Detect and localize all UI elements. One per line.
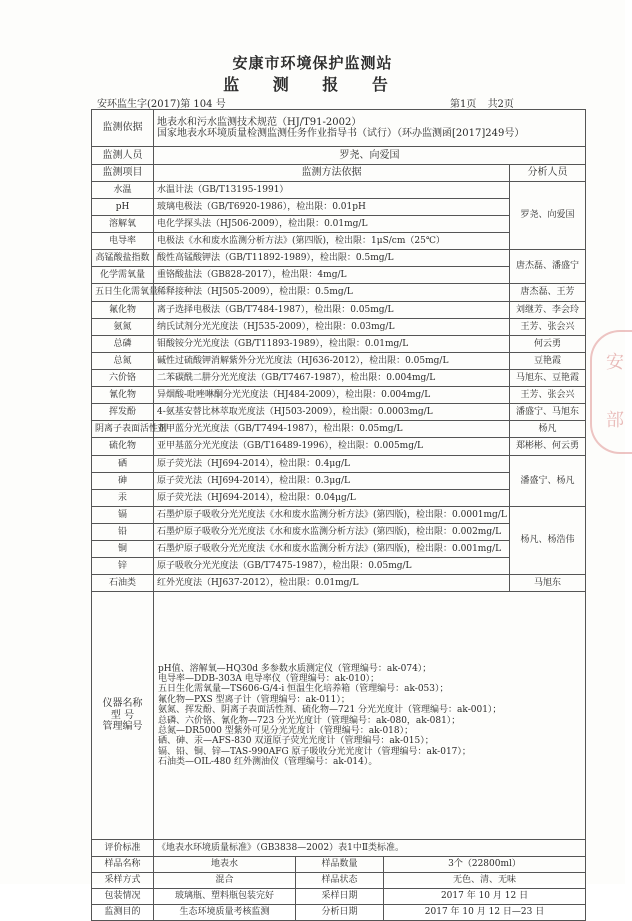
row-method: 红外光度法（HJ637-2012），检出限：0.01mg/L (154, 575, 510, 592)
row-item: 氟化物 (92, 302, 154, 319)
method-row (92, 319, 586, 336)
row-item: 硫化物 (92, 438, 154, 456)
row-item: 五日生化需氧量 (92, 284, 154, 302)
sample-row (92, 889, 586, 905)
method-row (92, 507, 586, 524)
method-row (92, 438, 586, 456)
row-method: 石墨炉原子吸收分光光度法《水和废水监测分析方法》(第四版)，检出限：0.0001mg/L (154, 507, 510, 524)
instrument-line: 氨氮、挥发酚、阴离子表面活性剂、硫化物—721 分光光度计（管理编号：ak-001）； (158, 705, 502, 716)
method-row (92, 421, 586, 438)
page-indicator (450, 95, 514, 110)
col-header-method: 监测方法依据 (154, 165, 510, 182)
sample-field-value: 2017 年 10 月 12 日—23 日 (384, 905, 586, 921)
row-method: 碱性过硫酸钾消解紫外分光光度法（HJ636-2012），检出限：0.05mg/L (154, 353, 510, 370)
row-analyst: 豆艳霞 (510, 353, 586, 370)
sample-row (92, 873, 586, 889)
sample-field-label: 分析日期 (296, 905, 384, 921)
sample-field-label: 包装情况 (92, 889, 154, 905)
report-title: 监 测 报 告 (223, 75, 402, 94)
instrument-line: 电导率—DDB-303A 电导率仪（管理编号：ak-010）； (158, 674, 380, 685)
sample-row (92, 857, 586, 873)
basis-value (154, 110, 586, 147)
row-method: 石墨炉原子吸收分光光度法《水和废水监测分析方法》(第四版)，检出限：0.002mg/L (154, 524, 510, 541)
basis-label: 监测依据 (92, 110, 154, 147)
row-analyst: 王芳、张会兴 (510, 319, 586, 336)
row-analyst: 罗尧、向爱国 (510, 182, 586, 250)
method-row (92, 575, 586, 592)
instrument-list (154, 592, 586, 840)
sample-field-value: 生态环境质量考核监测 (154, 905, 296, 921)
sample-field-value: 3个（22800ml） (384, 857, 586, 873)
seal-stamp: 安 部 (590, 330, 632, 454)
row-item: 铅 (92, 524, 154, 541)
method-row (92, 336, 586, 353)
sample-field-value: 混合 (154, 873, 296, 889)
page-count: 共2页 (487, 99, 514, 110)
row-analyst: 潘盛宁、杨凡 (510, 456, 586, 507)
staff-label: 监测人员 (92, 147, 154, 165)
instrument-line: 总磷、六价铬、氰化物—723 分光光度计（管理编号：ak-080，ak-081）； (158, 715, 461, 726)
row-analyst: 王芳、张会兴 (510, 387, 586, 404)
method-row (92, 353, 586, 370)
row-analyst: 刘继芳、李会玲 (510, 302, 586, 319)
sample-row (92, 905, 586, 921)
instrument-line: 石油类—OIL-480 红外测油仪（管理编号：ak-014）。 (158, 756, 378, 767)
row-item: 氰化物 (92, 387, 154, 404)
page-number: 第1页 (450, 99, 477, 110)
col-header-item: 监测项目 (92, 165, 154, 182)
row-item: 总磷 (92, 336, 154, 353)
basis-line: 地表水和污水监测技术规范（HJ/T91-2002） (157, 116, 362, 128)
instrument-label-line: 型 号 (110, 709, 135, 721)
row-analyst: 马旭东、豆艳霞 (510, 370, 586, 387)
row-analyst: 杨凡、杨浩伟 (510, 507, 586, 575)
instrument-line: 氟化物—PXS 型离子计（管理编号：ak-011）； (158, 694, 350, 705)
row-item: 阴离子表面活性剂 (92, 421, 154, 438)
row-analyst: 唐杰磊、潘盛宁 (510, 250, 586, 284)
sample-field-label: 样品名称 (92, 857, 154, 873)
sample-field-value: 无色、清、无味 (384, 873, 586, 889)
row-method: 玻璃电极法（GB/T6920-1986），检出限：0.01pH (154, 199, 510, 216)
sample-field-value: 2017 年 10 月 12 日 (384, 889, 586, 905)
standard-row (92, 840, 586, 857)
row-item: 总氮 (92, 353, 154, 370)
row-item: 汞 (92, 490, 154, 507)
row-method: 异烟酸-吡唑啉酮分光光度法（HJ484-2009），检出限：0.004mg/L (154, 387, 510, 404)
sample-field-label: 监测目的 (92, 905, 154, 921)
instrument-line: 硒、砷、汞—AFS-830 双道原子荧光光度计（管理编号：ak-015）； (158, 736, 434, 747)
row-item: 化学需氧量 (92, 267, 154, 284)
row-method: 酸性高锰酸钾法（GB/T11892-1989），检出限：0.5mg/L (154, 250, 510, 267)
row-method: 4-氨基安替比林萃取光度法（HJ503-2009），检出限：0.0003mg/L (154, 404, 510, 421)
report-reference-number: 安环监生字(2017)第 104 号 (97, 99, 226, 110)
sample-field-value: 玻璃瓶、塑料瓶包装完好 (154, 889, 296, 905)
instrument-line: 镉、铅、铜、锌—TAS-990AFG 原子吸收分光光度计（管理编号：ak-017）； (158, 746, 471, 757)
row-method: 稀释接种法（HJ505-2009），检出限：0.5mg/L (154, 284, 510, 302)
row-analyst: 潘盛宁、马旭东 (510, 404, 586, 421)
row-item: 水温 (92, 182, 154, 199)
method-row (92, 302, 586, 319)
instrument-row (92, 592, 586, 840)
row-item: 石油类 (92, 575, 154, 592)
standard-label: 评价标准 (92, 840, 154, 857)
row-analyst: 马旭东 (510, 575, 586, 592)
row-item: 铜 (92, 541, 154, 558)
row-method: 原子吸收分光光度法（GB/T7475-1987），检出限：0.05mg/L (154, 558, 510, 575)
row-method: 二苯碳酰二肼分光光度法（GB/T7467-1987），检出限：0.004mg/L (154, 370, 510, 387)
row-method: 钼酸铵分光光度法（GB/T11893-1989），检出限：0.01mg/L (154, 336, 510, 353)
row-method: 电化学探头法（HJ506-2009），检出限：0.01mg/L (154, 216, 510, 233)
row-method: 原子荧光法（HJ694-2014），检出限：0.04μg/L (154, 490, 510, 507)
method-row (92, 250, 586, 267)
sample-field-value: 地表水 (154, 857, 296, 873)
instrument-line: 总氮—DR5000 型紫外可见分光光度计（管理编号：ak-018）； (158, 725, 414, 736)
sample-field-label: 采样日期 (296, 889, 384, 905)
method-row (92, 387, 586, 404)
row-item: 高锰酸盐指数 (92, 250, 154, 267)
instrument-line: 五日生化需氧量—TS606-G/4-i 恒温生化培养箱（管理编号：ak-053）； (158, 684, 449, 695)
row-item: 六价铬 (92, 370, 154, 387)
row-method: 水温计法（GB/T13195-1991） (154, 182, 510, 199)
row-item: 硒 (92, 456, 154, 473)
method-row (92, 284, 586, 302)
org-name: 安康市环境保护监测站 (232, 54, 393, 72)
row-item: 砷 (92, 473, 154, 490)
row-method: 石墨炉原子吸收分光光度法《水和废水监测分析方法》(第四版)，检出限：0.001mg/L (154, 541, 510, 558)
method-row (92, 404, 586, 421)
sample-field-label: 样品状态 (296, 873, 384, 889)
row-item: 溶解氧 (92, 216, 154, 233)
sample-field-label: 采样方式 (92, 873, 154, 889)
row-method: 亚甲基蓝分光光度法（GB/T16489-1996），检出限：0.005mg/L (154, 438, 510, 456)
row-analyst: 郑彬彬、何云勇 (510, 438, 586, 456)
row-method: 电极法《水和废水监测分析方法》(第四版)，检出限：1μS/cm（25℃） (154, 233, 510, 250)
row-item: pH (92, 199, 154, 216)
row-method: 离子选择电极法（GB/T7484-1987），检出限：0.05mg/L (154, 302, 510, 319)
method-row (92, 182, 586, 199)
sample-field-label: 样品数量 (296, 857, 384, 873)
basis-line: 国家地表水环境质量检测监测任务作业指导书（试行）（环办监测函[2017]249号） (157, 128, 525, 139)
row-method: 原子荧光法（HJ694-2014），检出限：0.3μg/L (154, 473, 510, 490)
row-item: 电导率 (92, 233, 154, 250)
row-item: 锌 (92, 558, 154, 575)
standard-value: 《地表水环境质量标准》（GB3838—2002）表1中Ⅱ类标准。 (154, 840, 586, 857)
row-method: 重铬酸盐法（GB828-2017），检出限：4mg/L (154, 267, 510, 284)
instrument-label (92, 592, 154, 840)
row-method: 纳氏试剂分光光度法（HJ535-2009），检出限：0.03mg/L (154, 319, 510, 336)
col-header-analyst: 分析人员 (510, 165, 586, 182)
instrument-label-line: 仪器名称 (102, 698, 143, 710)
method-row (92, 370, 586, 387)
report-table (91, 109, 586, 921)
method-row (92, 456, 586, 473)
row-analyst: 杨凡 (510, 421, 586, 438)
row-item: 氨氮 (92, 319, 154, 336)
instrument-line: pH值、溶解氧—HQ30d 多参数水质测定仪（管理编号：ak-074）； (158, 663, 432, 674)
row-item: 挥发酚 (92, 404, 154, 421)
row-method: 亚甲蓝分光光度法（GB/T7494-1987），检出限：0.05mg/L (154, 421, 510, 438)
instrument-label-line: 管理编号 (102, 721, 143, 733)
row-item: 镉 (92, 507, 154, 524)
staff-value: 罗尧、向爱国 (154, 147, 586, 165)
row-method: 原子荧光法（HJ694-2014），检出限：0.4μg/L (154, 456, 510, 473)
row-analyst: 何云勇 (510, 336, 586, 353)
row-analyst: 唐杰磊、王芳 (510, 284, 586, 302)
